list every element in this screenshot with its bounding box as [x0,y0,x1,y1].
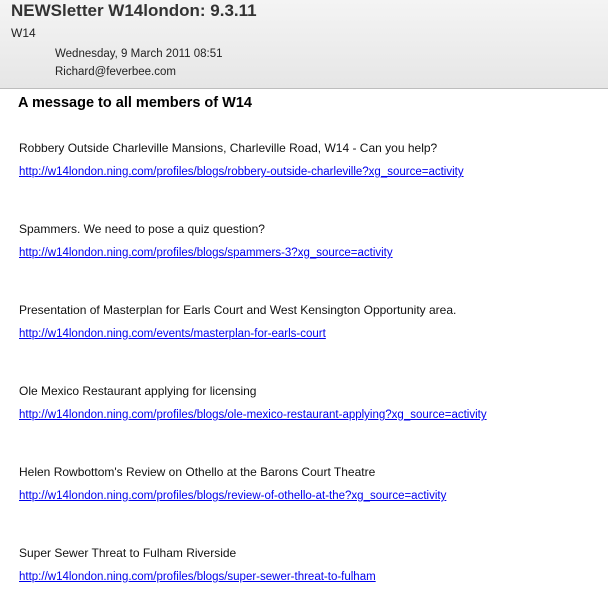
recipient-address: Richard@feverbee.com [55,66,176,78]
newsletter-item [19,546,376,583]
newsletter-item [19,384,487,421]
newsletter-item [19,303,456,340]
item-link[interactable]: http://w14london.ning.com/profiles/blogs/robbery-outside-charleville?xg_source=activity [19,166,464,178]
item-title: Helen Rowbottom's Review on Othello at the Barons Court Theatre [19,465,376,479]
item-title: Super Sewer Threat to Fulham Riverside [19,546,237,560]
item-title: Ole Mexico Restaurant applying for licensing [19,384,257,398]
message-heading: A message to all members of W14 [18,95,252,111]
message-header [0,0,608,89]
item-link[interactable]: http://w14london.ning.com/profiles/blogs/ole-mexico-restaurant-applying?xg_source=activity [19,409,487,421]
item-link[interactable]: http://w14london.ning.com/profiles/blogs/spammers-3?xg_source=activity [19,247,393,259]
item-title: Presentation of Masterplan for Earls Court and West Kensington Opportunity area. [19,303,457,317]
sent-date: Wednesday, 9 March 2011 08:51 [55,48,223,60]
newsletter-item [19,141,464,178]
item-link[interactable]: http://w14london.ning.com/events/masterplan-for-earls-court [19,328,326,340]
sender-name: W14 [11,26,36,40]
item-title: Robbery Outside Charleville Mansions, Charleville Road, W14 - Can you help? [19,141,438,155]
item-link[interactable]: http://w14london.ning.com/profiles/blogs/review-of-othello-at-the?xg_source=activity [19,490,447,502]
newsletter-item [19,465,446,502]
newsletter-item [19,222,393,259]
message-subject: NEWSletter W14london: 9.3.11 [11,1,257,20]
item-link[interactable]: http://w14london.ning.com/profiles/blogs/super-sewer-threat-to-fulham [19,571,376,583]
item-title: Spammers. We need to pose a quiz question? [19,222,265,236]
